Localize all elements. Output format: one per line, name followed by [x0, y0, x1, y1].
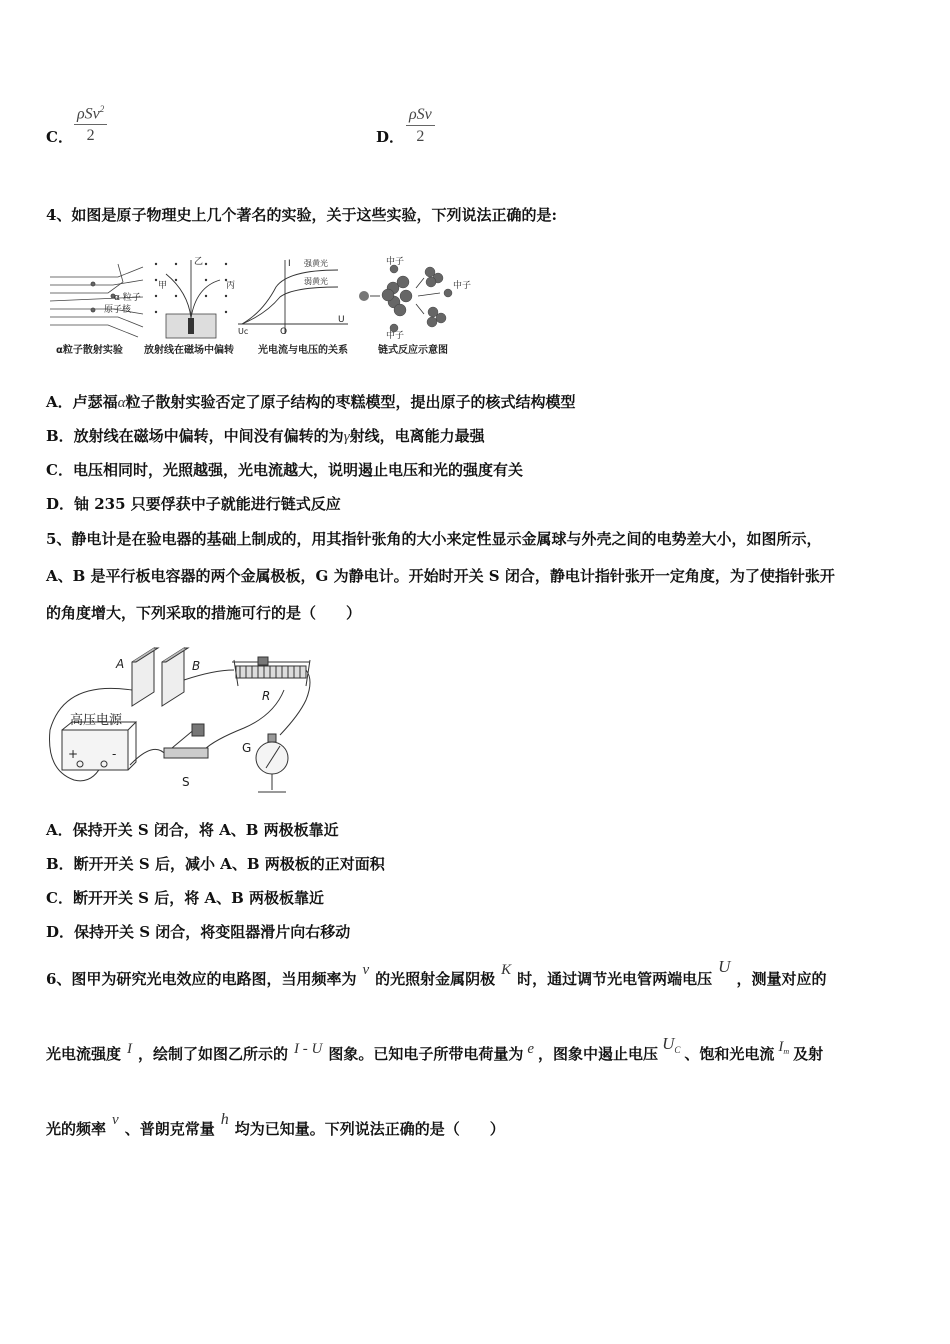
- plate-a-label: A: [116, 657, 125, 671]
- axis-i-label: I: [288, 259, 291, 269]
- q6-text: 时，通过调节光电管两端电压: [517, 970, 713, 988]
- switch-s-label: S: [182, 775, 190, 789]
- q4-option-c: C．电压相同时，光照越强，光电流越大，说明遏止电压和光的强度有关: [46, 461, 523, 479]
- gamma-symbol: γ: [343, 429, 350, 445]
- electrometer-g-label: G: [242, 741, 252, 755]
- q6-text: ，图象中遏止电压: [538, 1045, 659, 1063]
- q5-option-c: C．断开开关 S 后，将 A、B 两极板靠近: [46, 889, 324, 907]
- strong-light-label: 强黄光: [304, 259, 328, 268]
- q6-text: 光的频率: [46, 1120, 107, 1138]
- q5-stem-line-1: 5、静电计是在验电器的基础上制成的，用其指针张角的大小来定性显示金属球与外壳之间的电势差大小，如图所示，: [46, 530, 822, 548]
- alpha-particle-label: α 粒子: [114, 293, 141, 303]
- q4-option-a: [46, 392, 576, 413]
- rheostat-r-label: R: [262, 689, 271, 703]
- q5-stem-line-3: 的角度增大，下列采取的措施可行的是（ ）: [46, 604, 362, 622]
- h-symbol: h: [220, 1111, 229, 1128]
- e-symbol: e: [527, 1041, 535, 1057]
- q6-text: 均为已知量。下列说法正确的是（ ）: [234, 1120, 505, 1138]
- q6-text: 及射: [793, 1045, 824, 1063]
- q6-line-1: [46, 957, 827, 990]
- neutron-label-1: 中子: [386, 257, 405, 267]
- im-symbol: I: [778, 1039, 784, 1055]
- power-source-label: 高压电源: [70, 713, 123, 728]
- q3-option-c-label: C．: [46, 128, 73, 146]
- plus-terminal-label: +: [68, 747, 79, 761]
- q3-option-d-denominator: 2: [416, 128, 425, 145]
- q3-option-d-label: D．: [376, 128, 405, 146]
- im-subscript: m: [783, 1047, 790, 1056]
- neutron-label-3: 中子: [386, 331, 405, 341]
- q4-option-b-pre: B．放射线在磁场中偏转，中间没有偏转的为: [46, 427, 344, 445]
- u-symbol: U: [718, 957, 731, 976]
- q3-option-c-formula: [74, 104, 107, 145]
- q6-text: ，绘制了如图乙所示的: [138, 1045, 289, 1063]
- photocurrent-graph-panel: [238, 260, 348, 334]
- q4-option-b: [46, 426, 485, 447]
- q4-option-a-pre: A．卢瑟福: [46, 393, 118, 411]
- q3-option-d-numerator: ρSv: [406, 106, 435, 126]
- q6-text: 图象。已知电子所带电荷量为: [328, 1045, 524, 1063]
- q6-text: 的光照射金属阴极: [375, 970, 496, 988]
- q4-option-d: D．铀 235 只要俘获中子就能进行链式反应: [46, 495, 341, 513]
- q5-circuit-figure: [44, 640, 324, 800]
- q6-text: 光电流强度: [46, 1045, 122, 1063]
- q4-figure: [48, 252, 473, 360]
- i-u-symbol: I - U: [294, 1041, 323, 1057]
- q4-option-b-post: 射线，电离能力最强: [349, 427, 485, 445]
- alpha-scattering-caption: α粒子散射实验: [56, 345, 123, 356]
- q3-option-c-denominator: 2: [86, 127, 95, 145]
- radiation-field-caption: 放射线在磁场中偏转: [144, 345, 234, 356]
- k-symbol: K: [501, 962, 512, 978]
- q6-text: 6、图甲为研究光电效应的电路图，当用频率为: [46, 970, 357, 988]
- uc-symbol: U: [662, 1034, 675, 1053]
- uc-subscript: C: [674, 1045, 681, 1055]
- chain-reaction-panel: [359, 265, 452, 332]
- photocurrent-caption: 光电流与电压的关系: [258, 345, 348, 356]
- q5-stem-line-2: A、B 是平行板电容器的两个金属极板，G 为静电计。开始时开关 S 闭合，静电计指针张开一定角度，为了使指针张开: [46, 567, 835, 585]
- label-bing: 丙: [226, 281, 236, 291]
- q4-stem: 4、如图是原子物理史上几个著名的实验，关于这些实验，下列说法正确的是:: [46, 206, 557, 224]
- q3-option-c-numerator: ρSv: [77, 105, 100, 123]
- q3-option-d-formula: [406, 106, 435, 146]
- q6-line-3: [46, 1111, 505, 1140]
- alpha-symbol: α: [117, 395, 126, 411]
- chain-reaction-caption: 链式反应示意图: [378, 345, 448, 356]
- minus-terminal-label: -: [112, 747, 117, 761]
- uc-label: Uc: [238, 327, 249, 336]
- q4-option-a-post: 粒子散射实验否定了原子结构的枣糕模型，提出原子的核式结构模型: [125, 393, 576, 411]
- q3-option-c-exponent: 2: [99, 104, 105, 114]
- axis-u-label: U: [338, 315, 345, 325]
- origin-label: O: [280, 327, 288, 337]
- label-jia: 甲: [158, 281, 168, 291]
- nucleus-label: 原子核: [104, 305, 132, 315]
- nu-symbol: ν: [362, 962, 370, 978]
- label-yi: 乙: [194, 257, 204, 267]
- q6-text: 、饱和光电流: [684, 1045, 775, 1063]
- i-symbol: I: [127, 1041, 133, 1057]
- weak-light-label: 弱黄光: [304, 277, 328, 286]
- q5-option-d: D．保持开关 S 闭合，将变阻器滑片向右移动: [46, 923, 351, 941]
- q5-option-a: A．保持开关 S 闭合，将 A、B 两极板靠近: [46, 821, 339, 839]
- q6-text: 、普朗克常量: [124, 1120, 215, 1138]
- radiation-field-panel: [155, 260, 227, 338]
- q6-line-2: [46, 1034, 824, 1067]
- nu-symbol: ν: [112, 1112, 119, 1128]
- plate-b-label: B: [192, 659, 201, 673]
- q6-text: ，测量对应的: [736, 970, 827, 988]
- neutron-label-2: 中子: [453, 281, 472, 291]
- q5-option-b: B．断开开关 S 后，减小 A、B 两极板的正对面积: [46, 855, 385, 873]
